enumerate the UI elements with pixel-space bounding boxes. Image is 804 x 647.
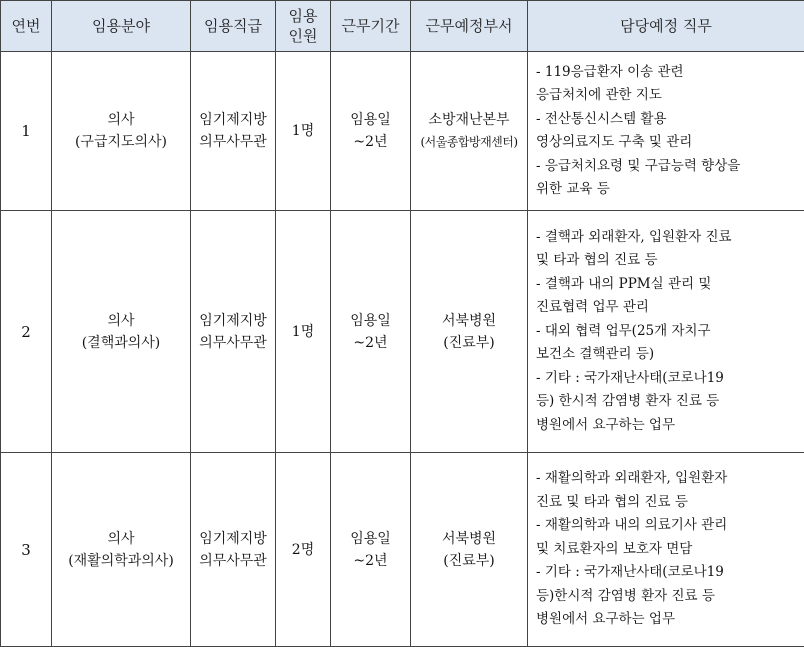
header-rank: 임용직급 (191, 1, 276, 52)
duty-line: 영상의료지도 구축 및 관리 (536, 134, 693, 150)
rank-line2: 의무사무관 (199, 134, 267, 150)
row-field (52, 211, 191, 453)
dept-line2: (진료부) (443, 552, 495, 569)
duty-item (536, 61, 800, 108)
field-line1: 의사 (107, 530, 135, 547)
duty-line: 등)한시적 감염병 환자 진료 등 (536, 587, 715, 604)
rank-line1: 임기제지방 (199, 312, 267, 329)
period-line2: ~2년 (353, 334, 388, 351)
duty-item (536, 320, 800, 367)
duty-line: - 기타 : 국가재난사태(코로나19 (536, 564, 724, 581)
field-line2: (재활의학과의사) (68, 552, 174, 569)
row-field (52, 453, 191, 647)
rank-line2: 의무사무관 (199, 334, 267, 351)
header-row (1, 1, 804, 52)
header-duties: 담당예정 직무 (528, 1, 804, 52)
field-line1: 의사 (107, 312, 135, 329)
row-period (331, 453, 411, 647)
header-dept: 근무예정부서 (411, 1, 528, 52)
header-field: 임용분야 (52, 1, 191, 52)
row-period (331, 211, 411, 453)
header-headcount-line2: 인원 (288, 27, 318, 45)
rank-line1: 임기제지방 (199, 530, 267, 547)
duty-line: 진료 및 타과 협의 진료 등 (536, 493, 688, 510)
row-period (331, 52, 411, 211)
row-rank (191, 211, 276, 453)
row-no: 3 (1, 453, 52, 647)
duty-line: - 결핵과 외래환자, 입원환자 진료 (536, 228, 732, 245)
duty-line: 및 치료환자의 보호자 면담 (536, 540, 693, 557)
rank-line1: 임기제지방 (199, 112, 267, 128)
table-row (1, 211, 804, 453)
field-line2: (구급지도의사) (74, 134, 168, 150)
row-duties (528, 211, 804, 453)
duty-line: 응급처치에 관한 지도 (536, 87, 662, 103)
period-line1: 임용일 (350, 530, 391, 547)
dept-line1: 서북병원 (441, 530, 497, 547)
row-headcount: 2명 (276, 453, 331, 647)
duty-line: - 결핵과 내의 PPM실 관리 및 (536, 275, 712, 292)
duty-line: - 전산통신시스템 활용 (536, 110, 667, 127)
duty-line: 위한 교육 등 (536, 181, 610, 197)
row-rank (191, 52, 276, 211)
row-headcount: 1명 (276, 52, 331, 211)
duty-line: 등) 한시적 감염병 환자 진료 등 (536, 393, 720, 410)
duty-item (536, 514, 800, 561)
dept-line2: (진료부) (443, 334, 495, 351)
duty-item (536, 155, 800, 202)
duty-line: 병원에서 요구하는 업무 (536, 611, 675, 628)
period-line2: ~2년 (353, 552, 388, 569)
period-line2: ~2년 (353, 134, 388, 150)
row-no: 2 (1, 211, 52, 453)
duty-line: 병원에서 요구하는 업무 (536, 416, 675, 433)
duty-line: - 대외 협력 업무(25개 자치구 (536, 322, 711, 339)
row-dept (411, 453, 528, 647)
duty-line: - 119응급환자 이송 관련 (536, 63, 684, 80)
table-row (1, 453, 804, 647)
header-headcount-line1: 임용 (288, 7, 318, 25)
duty-item (536, 561, 800, 632)
duty-item (536, 273, 800, 320)
duty-line: - 기타 : 국가재난사태(코로나19 (536, 369, 724, 386)
duty-line: - 재활의학과 내의 의료기사 관리 (536, 517, 728, 534)
row-headcount: 1명 (276, 211, 331, 453)
period-line1: 임용일 (350, 312, 391, 329)
duty-item (536, 226, 800, 273)
dept-line1: 소방재난본부 (428, 112, 510, 128)
row-no: 1 (1, 52, 52, 211)
row-dept (411, 211, 528, 453)
duty-line: 보건소 결핵관리 등) (536, 346, 655, 363)
duty-item (536, 108, 800, 155)
header-no: 연번 (1, 1, 52, 52)
dept-line1: 서북병원 (441, 312, 497, 329)
duty-item (536, 367, 800, 438)
rank-line2: 의무사무관 (199, 552, 267, 569)
duty-line: 진료협력 업무 관리 (536, 299, 649, 316)
duty-line: - 응급처치요령 및 구급능력 향상을 (536, 157, 741, 174)
field-line1: 의사 (107, 112, 135, 128)
period-line1: 임용일 (350, 112, 391, 128)
header-headcount (276, 1, 331, 52)
row-dept (411, 52, 528, 211)
row-duties (528, 52, 804, 211)
duty-item (536, 467, 800, 514)
row-rank (191, 453, 276, 647)
duty-line: 및 타과 협의 진료 등 (536, 252, 658, 269)
header-period: 근무기간 (331, 1, 411, 52)
dept-line2: (서울종합방재센터) (420, 135, 518, 149)
field-line2: (결핵과의사) (81, 334, 161, 351)
table-row (1, 52, 804, 211)
duty-line: - 재활의학과 외래환자, 입원환자 (536, 470, 728, 487)
row-field (52, 52, 191, 211)
row-duties (528, 453, 804, 647)
